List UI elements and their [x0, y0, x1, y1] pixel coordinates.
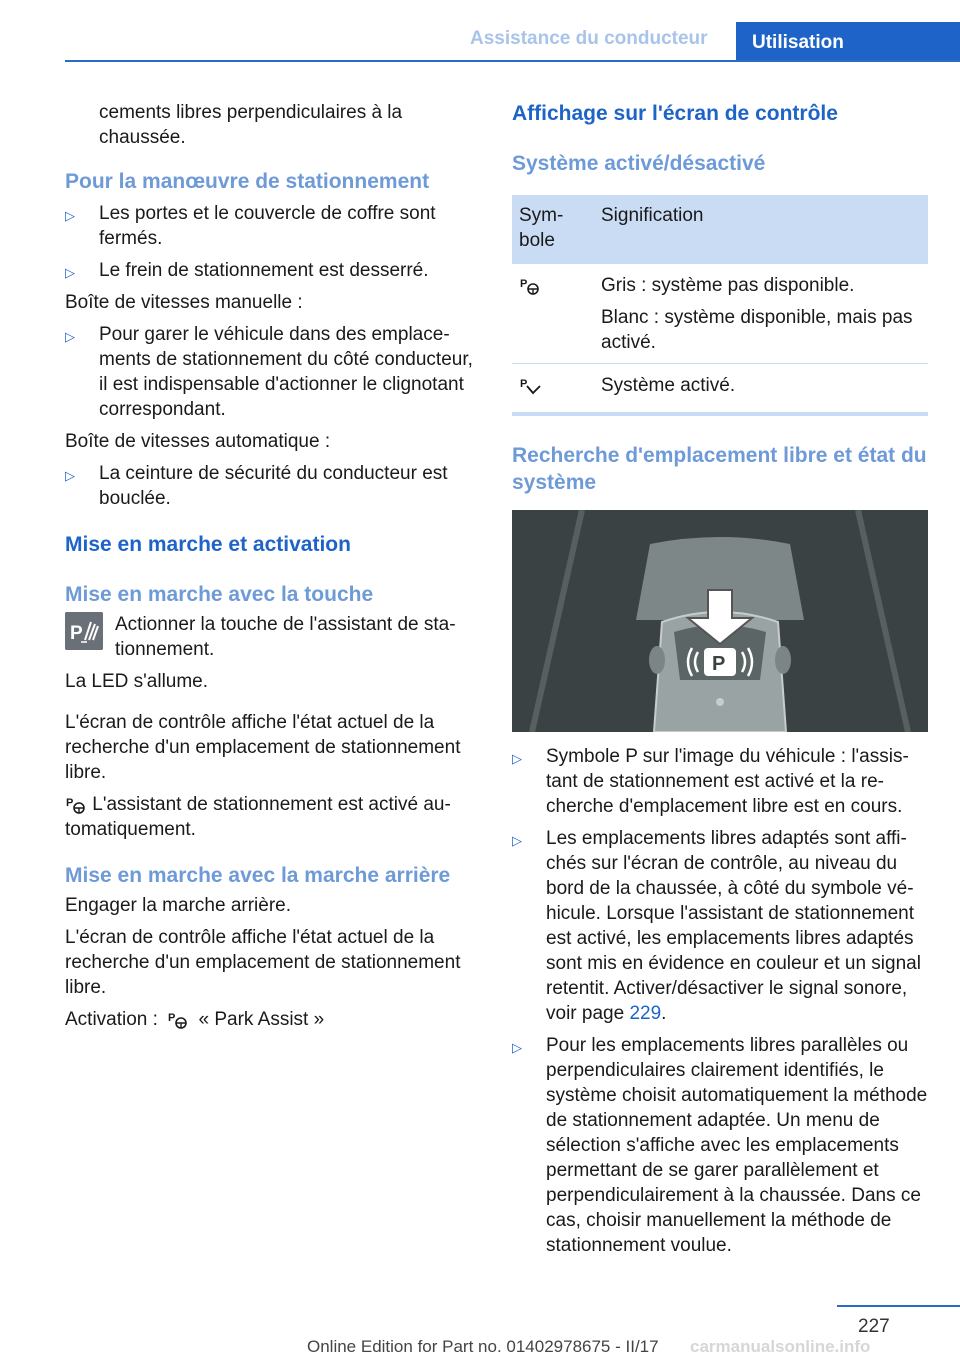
activation-menu-value: « Park Assist »: [198, 1009, 325, 1030]
list-item: [65, 461, 477, 511]
triangle-right-icon: ▷: [512, 751, 522, 766]
manual-gearbox-label: Boîte de vitesses manuelle :: [65, 292, 303, 313]
auto-active-sentence: L'assistant de stationnement est activé automatiquement.: [65, 794, 451, 840]
button-instruction: [65, 612, 477, 662]
park-assist-button-icon: [65, 612, 103, 650]
table-cell-meaning: Système activé.: [594, 364, 928, 415]
list-item-text: La ceinture de sécurité du conducteur est bouclée.: [99, 463, 448, 509]
footer-rule: [837, 1305, 960, 1307]
list-item-text: Le frein de stationnement est desserré.: [99, 260, 429, 281]
list-item: [65, 322, 477, 422]
triangle-right-icon: ▷: [65, 208, 75, 223]
triangle-right-icon: ▷: [65, 468, 75, 483]
meaning-grey: Gris : système pas disponible.: [601, 275, 855, 296]
svg-text:P: P: [712, 653, 726, 675]
svg-text:P: P: [520, 377, 528, 390]
heading-recherche: Recherche d'emplacement libre et état du système: [512, 444, 927, 494]
heading-affichage: Affichage sur l'écran de contrôle: [512, 102, 838, 125]
list-item: [65, 258, 477, 283]
parking-display-illustration: [512, 510, 928, 732]
park-assist-icon: [65, 795, 87, 815]
table-header-meaning: Signification: [594, 195, 928, 264]
table-cell-symbol: [512, 264, 594, 364]
header-chapter-tab: Utilisation: [736, 22, 960, 62]
intro-continuation: cements libres perpendiculaires à la chaussée.: [99, 102, 403, 148]
svg-text:P: P: [168, 1011, 176, 1024]
table-cell-symbol: [512, 364, 594, 415]
meaning-white: Blanc : système disponible, mais pas activé.: [601, 307, 913, 353]
list-item: [512, 1033, 928, 1258]
heading-manoeuvre: Pour la manœuvre de stationnement: [65, 170, 430, 193]
park-assist-icon: [519, 276, 541, 296]
control-screen-text: L'écran de contrôle affiche l'état actuel de la recherche d'un emplacement de stationnement libre.: [65, 712, 461, 783]
watermark: carmanualsonline.info: [690, 1337, 871, 1356]
list-item-end: .: [661, 1003, 667, 1024]
table-header-symbol: Symbole: [512, 195, 594, 264]
symbol-table: [512, 195, 928, 416]
page-number: 227: [858, 1316, 890, 1337]
activation-line: [65, 1007, 477, 1032]
activation-label: Activation :: [65, 1009, 158, 1030]
list-item-text: Symbole P sur l'image du véhicule : l'assistant de stationnement est activé et la recherche d'emplacement libre est en cours.: [546, 746, 909, 817]
heading-mise-en-marche: Mise en marche et activation: [65, 533, 351, 556]
header-rule: [65, 60, 960, 62]
page-reference-link[interactable]: 229: [629, 1003, 662, 1024]
conditions-list: [65, 201, 477, 283]
recherche-list: [512, 744, 928, 1258]
heading-touche: Mise en marche avec la touche: [65, 583, 374, 606]
manual-list: [65, 322, 477, 422]
list-item: [512, 826, 928, 1026]
triangle-right-icon: ▷: [65, 329, 75, 344]
left-column: [65, 100, 477, 1039]
table-row: [512, 264, 928, 364]
auto-list: [65, 461, 477, 511]
list-item-text: Pour les emplacements libres parallèles ou perpendiculaires clairement identifiés, le système choisit automatiquement la méthode de stationnement adaptée. Un menu de sélection s'affiche avec les emplacements permettant de se garer parallèlement et perpendiculairement à la chaussée. Dans ce cas, choisir manuellement la méthode de stationnement voulue.: [546, 1035, 928, 1256]
auto-gearbox-label: Boîte de vitesses automatique :: [65, 431, 331, 452]
heading-systeme: Système activé/désactivé: [512, 152, 766, 175]
svg-text:P: P: [66, 796, 74, 809]
list-item-text: Les emplacements libres adaptés sont affichés sur l'écran de contrôle, au niveau du bord de la chaussée, à côté du symbole véhicule. Lorsque l'assistant de stationnement est activé, les emplacements libres adaptés sont mis en évidence en couleur et un signal retentit. Activer/désactiver le signal sonore, voir page: [546, 828, 921, 1024]
header-section-title: Assistance du conducteur: [470, 28, 708, 49]
park-assist-icon: [167, 1010, 189, 1030]
park-assist-active-icon: [519, 376, 541, 396]
triangle-right-icon: ▷: [512, 1040, 522, 1055]
table-cell-meaning: [594, 264, 928, 364]
list-item-text: Les portes et le couvercle de coffre sont fermés.: [99, 203, 436, 249]
led-text: La LED s'allume.: [65, 671, 209, 692]
svg-text:P: P: [520, 277, 528, 290]
list-item: [65, 201, 477, 251]
right-column: [512, 100, 928, 1265]
control-screen-text-2: L'écran de contrôle affiche l'état actuel de la recherche d'un emplacement de stationnement libre.: [65, 927, 461, 998]
triangle-right-icon: ▷: [65, 265, 75, 280]
list-item: [512, 744, 928, 819]
engage-reverse-text: Engager la marche arrière.: [65, 895, 291, 916]
auto-active-text: [65, 792, 477, 842]
table-header-row: [512, 195, 928, 264]
svg-text:P: P: [70, 623, 83, 644]
edition-text: Online Edition for Part no. 01402978675 - II/17: [307, 1337, 659, 1356]
heading-marche-arriere: Mise en marche avec la marche arrière: [65, 864, 451, 887]
triangle-right-icon: ▷: [512, 833, 522, 848]
table-row: [512, 364, 928, 415]
button-instruction-text: Actionner la touche de l'assistant de stationnement.: [115, 614, 456, 660]
list-item-text: Pour garer le véhicule dans des emplacements de stationnement du côté conducteur, il est indispensable d'actionner le clignotant correspondant.: [99, 324, 473, 420]
